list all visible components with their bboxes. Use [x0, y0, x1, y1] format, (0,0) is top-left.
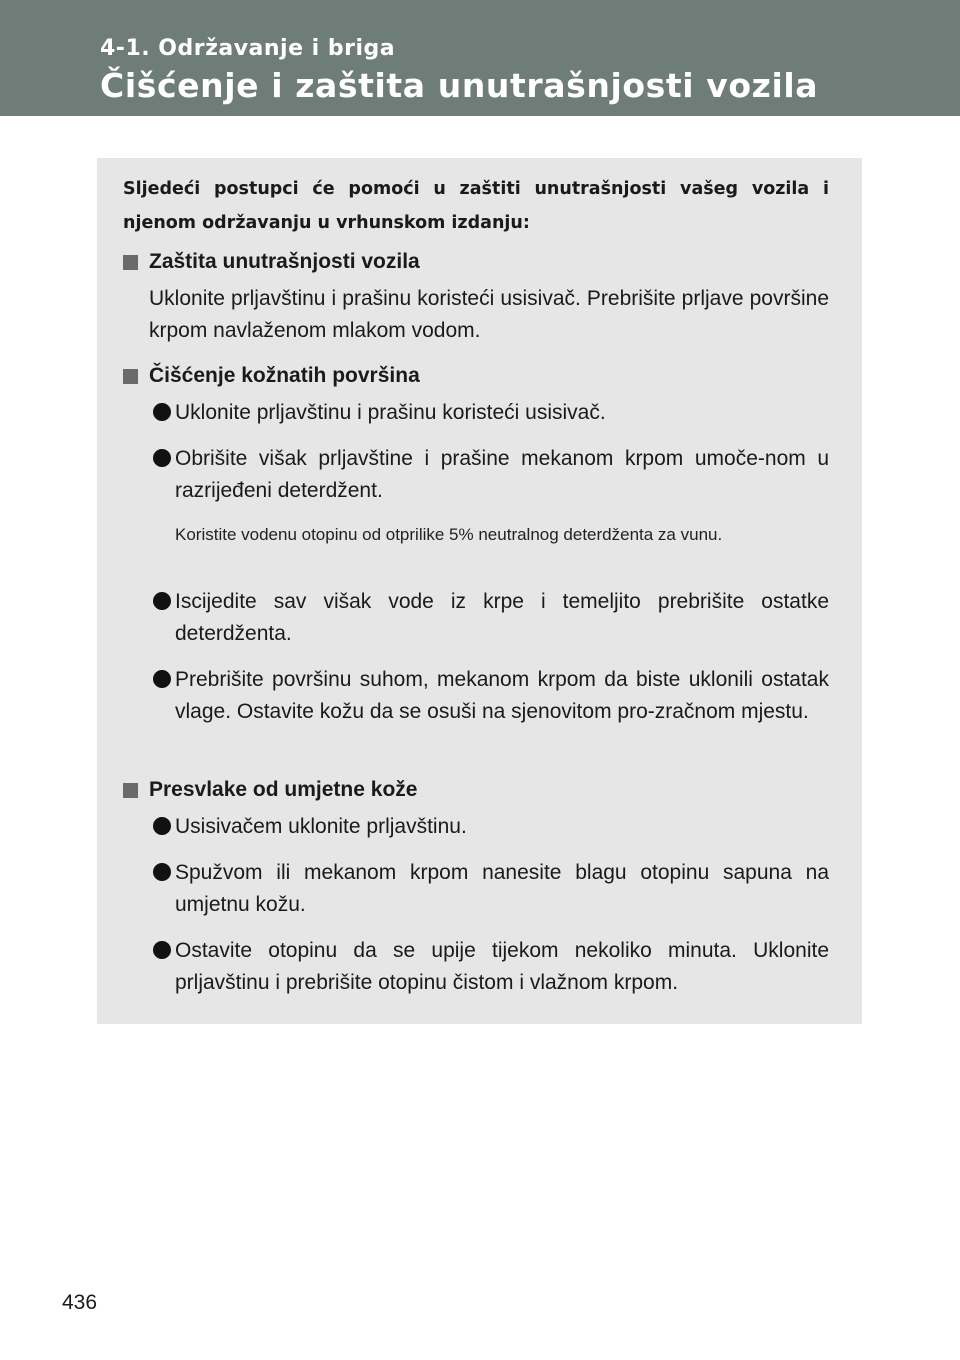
- bullet-dot-icon: [153, 449, 171, 467]
- list-item: [153, 664, 829, 728]
- bullet-dot-icon: [153, 817, 171, 835]
- list-item-text: Uklonite prljavštinu i prašinu koristeći usisivač.: [175, 401, 606, 424]
- bullet-dot-icon: [153, 403, 171, 421]
- list-item: [153, 586, 829, 650]
- bullet-dot-icon: [153, 863, 171, 881]
- square-marker-icon: [123, 369, 138, 384]
- list-item-text: Prebrišite površinu suhom, mekanom krpom da biste uklonili ostatak vlage. Ostavite kožu da se osuši na sjenovitom pro-zračnom mjestu.: [175, 668, 829, 723]
- list-item-text: Iscijedite sav višak vode iz krpe i temeljito prebrišite ostatke deterdženta.: [175, 590, 829, 645]
- list-item: [153, 397, 829, 429]
- section-heading-text: Zaštita unutrašnjosti vozila: [149, 250, 420, 273]
- bullet-dot-icon: [153, 941, 171, 959]
- section-paragraph: Uklonite prljavštinu i prašinu koristeći usisivač. Prebrišite prljave površine krpom navlaženom mlakom vodom.: [149, 287, 829, 342]
- page-number: 436: [62, 1291, 98, 1314]
- list-item: [153, 857, 829, 921]
- list-item: [153, 443, 829, 507]
- list-item-text: Obrišite višak prljavštine i prašine mekanom krpom umoče-nom u razrijeđeni deterdžent.: [175, 447, 829, 502]
- section-heading-interior-protection: [123, 249, 420, 275]
- intro-text: Sljedeći postupci će pomoći u zaštiti unutrašnjosti vašeg vozila i njenom održavanju u vrhunskom izdanju:: [123, 179, 829, 233]
- list-item: [153, 811, 829, 843]
- chapter-header: [0, 0, 960, 116]
- section-heading-leather-cleaning: [123, 363, 420, 389]
- list-item: [153, 935, 829, 999]
- section-heading-text: Čišćenje kožnatih površina: [149, 364, 420, 387]
- list-item-text: Ostavite otopinu da se upije tijekom nekoliko minuta. Uklonite prljavštinu i prebrišite otopinu čistom i vlažnom krpom.: [175, 939, 829, 994]
- list-item-text: Spužvom ili mekanom krpom nanesite blagu otopinu sapuna na umjetnu kožu.: [175, 861, 829, 916]
- page-title: Čišćenje i zaštita unutrašnjosti vozila: [100, 66, 819, 105]
- bullet-dot-icon: [153, 670, 171, 688]
- list-item-text: Usisivačem uklonite prljavštinu.: [175, 815, 467, 838]
- section-heading-text: Presvlake od umjetne kože: [149, 778, 418, 801]
- section-label: 4-1. Održavanje i briga: [100, 36, 396, 61]
- square-marker-icon: [123, 255, 138, 270]
- square-marker-icon: [123, 783, 138, 798]
- note-text: Koristite vodenu otopinu od otprilike 5% neutralnog deterdženta za vunu.: [175, 525, 723, 544]
- section-heading-artificial-leather: [123, 777, 417, 803]
- bullet-dot-icon: [153, 592, 171, 610]
